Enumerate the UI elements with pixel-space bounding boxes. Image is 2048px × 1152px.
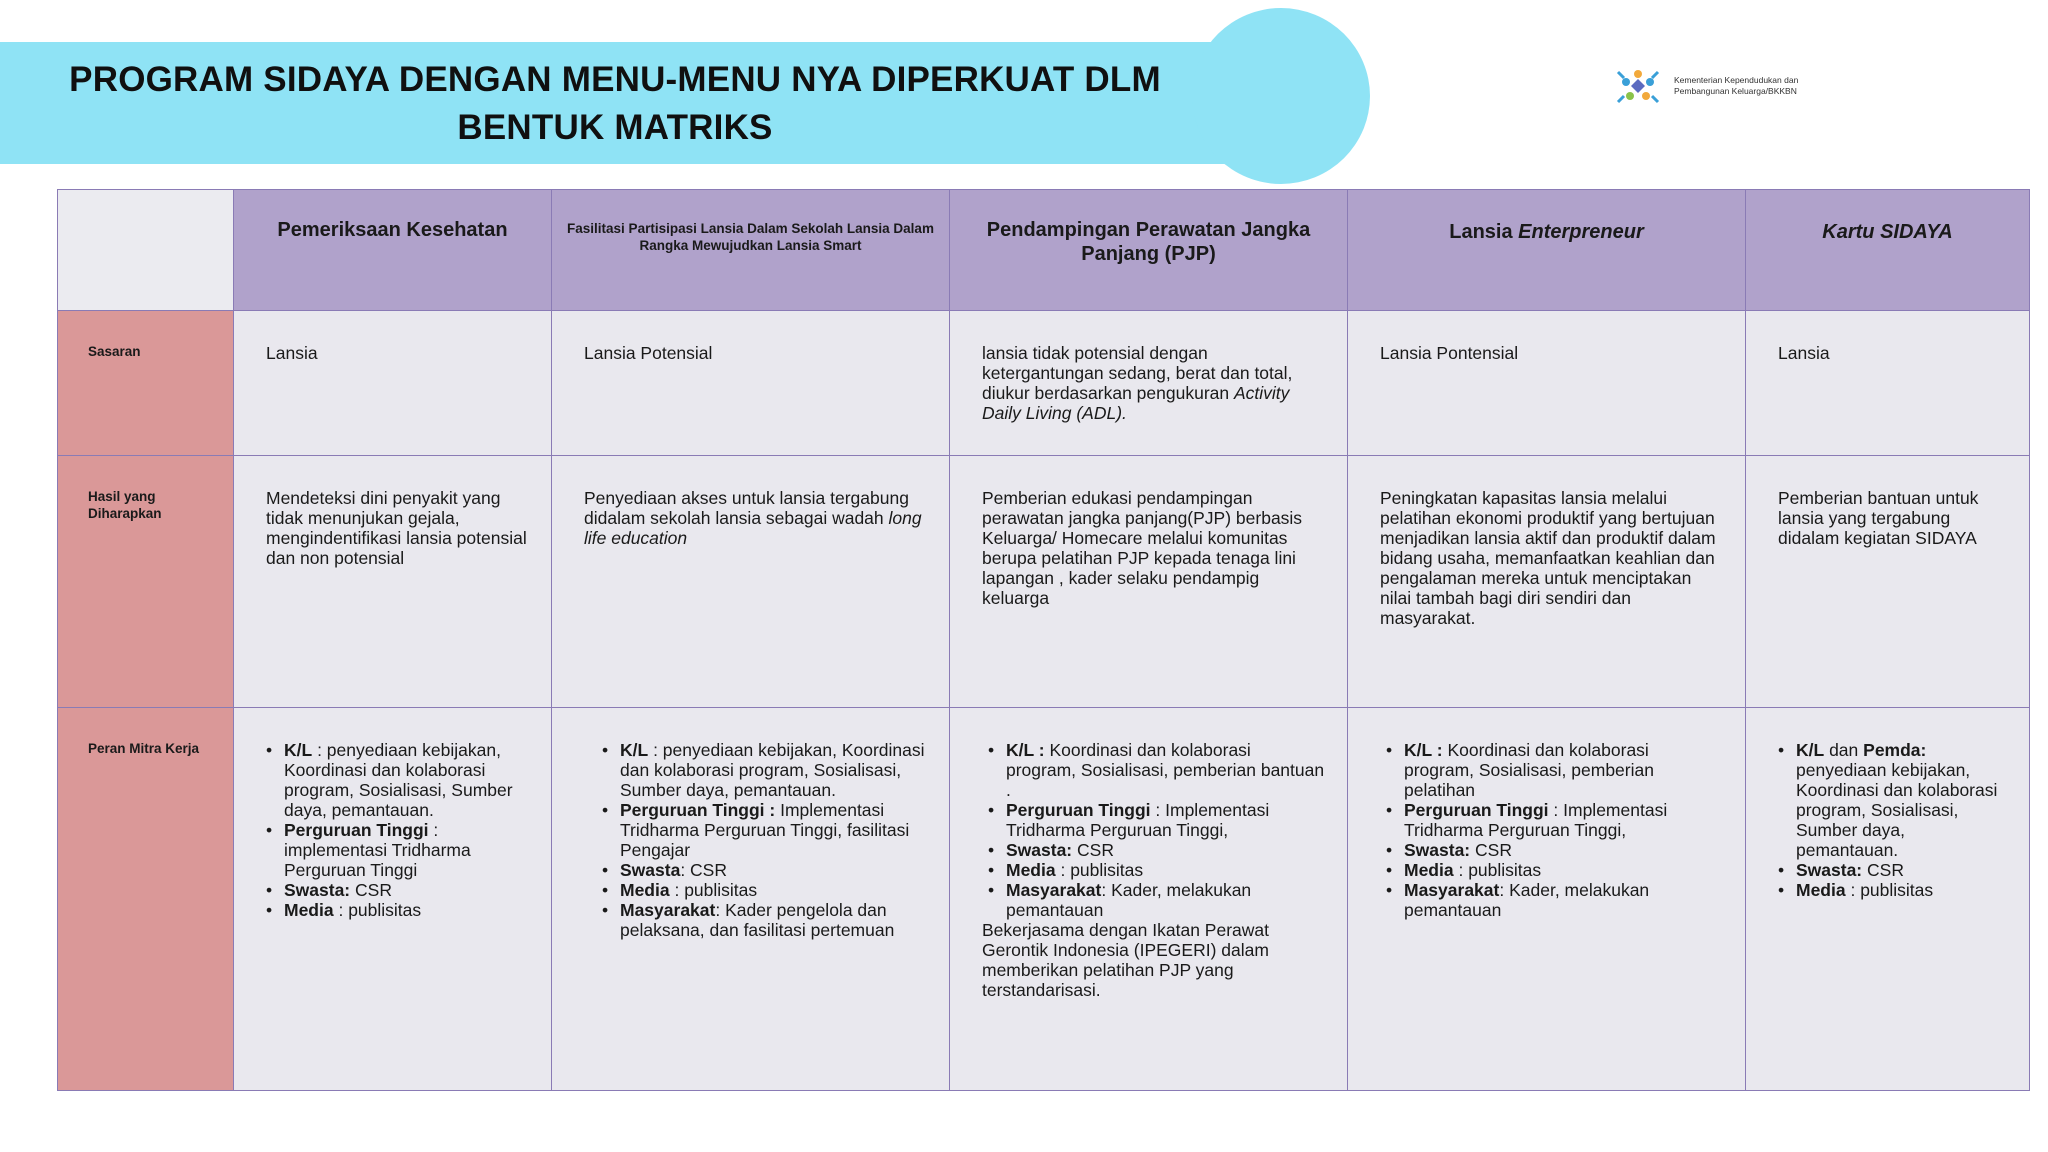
bullet-list — [1380, 740, 1723, 920]
column-header-emph: Enterpreneur — [1518, 221, 1644, 243]
list-item: • Media : publisitas — [1404, 860, 1723, 880]
row-header-peran-mitra — [58, 708, 234, 1091]
page-title — [60, 56, 1170, 152]
list-item: • Masyarakat: Kader, melakukan pemantauan — [1006, 880, 1325, 920]
row-peran-mitra — [58, 708, 2030, 1091]
cell — [552, 456, 950, 708]
bkkbn-logo — [1612, 64, 1832, 112]
logo-text-line-1: Kementerian Kependudukan dan — [1674, 75, 1799, 85]
title-banner-circle — [1192, 8, 1370, 184]
cell — [1348, 456, 1746, 708]
cell-text: Lansia — [1778, 343, 1830, 363]
cell — [950, 708, 1348, 1091]
column-header-text: Pemeriksaan Kesehatan — [277, 219, 508, 241]
column-header-text: Pendampingan Perawatan Jangka Panjang (PJP) — [986, 219, 1311, 265]
page-title-line-2: BENTUK MATRIKS — [457, 108, 773, 147]
cell-text: Bekerjasama dengan Ikatan Perawat Gerontik Indonesia (IPEGERI) dalam memberikan pelatihan PJP yang terstandarisasi. — [982, 920, 1269, 1000]
cell — [1746, 311, 2030, 456]
list-item: • Perguruan Tinggi : Implementasi Tridharma Perguruan Tinggi, — [1006, 800, 1325, 840]
program-matrix-table — [57, 189, 2030, 1091]
cell-text: Penyediaan akses untuk lansia tergabung didalam sekolah lansia sebagai wadah — [584, 488, 909, 528]
column-header-pemeriksaan — [234, 190, 552, 311]
cell-text: Lansia Pontensial — [1380, 343, 1519, 363]
bullet-list — [1778, 740, 2007, 900]
bullet-list — [602, 740, 927, 940]
cell-text: Peningkatan kapasitas lansia melalui pelatihan ekonomi produktif yang bertujuan menjadikan lansia aktif dan produktif dalam bidang usaha, memanfaatkan keahlian dan pengalaman mereka untuk menciptakan nilai tambah bagi diri sendiri dan masyarakat. — [1380, 488, 1716, 628]
list-item: • Swasta: CSR — [1006, 840, 1325, 860]
cell — [552, 708, 950, 1091]
list-item: • Media : publisitas — [284, 900, 529, 920]
cell-text: Lansia — [266, 343, 318, 363]
bullet-list — [266, 740, 529, 920]
cell — [950, 311, 1348, 456]
cell — [1746, 708, 2030, 1091]
cell — [1348, 311, 1746, 456]
list-item: • K/L : Koordinasi dan kolaborasi program, Sosialisasi, pemberian bantuan . — [1006, 740, 1325, 800]
cell-text: lansia tidak potensial dengan ketergantungan sedang, berat dan total, diukur berdasarkan pengukuran — [982, 343, 1293, 403]
cell-text: Pemberian bantuan untuk lansia yang tergabung didalam kegiatan SIDAYA — [1778, 488, 1979, 548]
column-header-text: Fasilitasi Partisipasi Lansia Dalam Sekolah Lansia Dalam Rangka Mewujudkan Lansia Smart — [567, 221, 934, 253]
row-header-label: Sasaran — [88, 344, 141, 359]
list-item: • Swasta: CSR — [1404, 840, 1723, 860]
cell-text: Mendeteksi dini penyakit yang tidak menunjukan gejala, mengindentifikasi lansia potensial dan non potensial — [266, 488, 527, 568]
list-item: • K/L : Koordinasi dan kolaborasi program, Sosialisasi, pemberian pelatihan — [1404, 740, 1723, 800]
list-item: • Media : publisitas — [620, 880, 927, 900]
cell-text-block — [552, 456, 949, 548]
cell-text: Pemberian edukasi pendampingan perawatan jangka panjang(PJP) berbasis Keluarga/ Homecare melalui komunitas berupa pelatihan PJP kepada tenaga lini lapangan , kader selaku pendampig keluarga — [982, 488, 1303, 608]
list-item: • K/L : penyediaan kebijakan, Koordinasi dan kolaborasi program, Sosialisasi, Sumber daya, pemantauan. — [620, 740, 927, 800]
cell-text-emph: long life education — [584, 508, 922, 548]
cell — [1348, 708, 1746, 1091]
cell-text-emph: Activity Daily Living (ADL). — [982, 383, 1290, 423]
list-item: • Media : publisitas — [1796, 880, 2007, 900]
list-item: • Perguruan Tinggi : implementasi Tridharma Perguruan Tinggi — [284, 820, 529, 880]
cell — [950, 456, 1348, 708]
corner-cell — [58, 190, 234, 311]
cell-text-block — [950, 311, 1347, 423]
row-sasaran — [58, 311, 2030, 456]
cell — [1746, 456, 2030, 708]
cell — [234, 708, 552, 1091]
bkkbn-logo-icon — [1612, 64, 1664, 108]
column-header-emph: Kartu SIDAYA — [1822, 221, 1953, 243]
row-header-label: Peran Mitra Kerja — [88, 741, 200, 756]
row-header-hasil — [58, 456, 234, 708]
cell — [552, 311, 950, 456]
list-item: • Perguruan Tinggi : Implementasi Tridharma Perguruan Tinggi, — [1404, 800, 1723, 840]
cell — [234, 311, 552, 456]
column-header-prefix: Lansia — [1449, 221, 1519, 243]
list-item: • K/L : penyediaan kebijakan, Koordinasi dan kolaborasi program, Sosialisasi, Sumber daya, pemantauan. — [284, 740, 529, 820]
row-header-label: Hasil yang Diharapkan — [88, 489, 162, 521]
column-header-kartu-sidaya — [1746, 190, 2030, 311]
bkkbn-logo-text — [1674, 75, 1798, 97]
row-hasil — [58, 456, 2030, 708]
list-item: • Perguruan Tinggi : Implementasi Tridharma Perguruan Tinggi, fasilitasi Pengajar — [620, 800, 927, 860]
header-row — [58, 190, 2030, 311]
page-title-line-1: PROGRAM SIDAYA DENGAN MENU-MENU NYA DIPERKUAT DLM — [69, 60, 1161, 99]
column-header-sekolah-lansia — [552, 190, 950, 311]
list-item: • Media : publisitas — [1006, 860, 1325, 880]
list-item: • Swasta: CSR — [284, 880, 529, 900]
row-header-sasaran — [58, 311, 234, 456]
list-item: • K/L dan Pemda: penyediaan kebijakan, Koordinasi dan kolaborasi program, Sosialisasi, Sumber daya, pemantauan. — [1796, 740, 2007, 860]
logo-text-line-2: Pembangunan Keluarga/BKKBN — [1674, 86, 1797, 96]
column-header-pjp — [950, 190, 1348, 311]
bullet-list — [982, 740, 1325, 920]
cell — [234, 456, 552, 708]
column-header-text — [1746, 190, 2029, 244]
cell-text: Lansia Potensial — [584, 343, 713, 363]
list-item: • Swasta: CSR — [620, 860, 927, 880]
list-item: • Masyarakat: Kader, melakukan pemantauan — [1404, 880, 1723, 920]
column-header-enterpreneur — [1348, 190, 1746, 311]
column-header-text — [1348, 190, 1745, 244]
list-item: • Swasta: CSR — [1796, 860, 2007, 880]
list-item: • Masyarakat: Kader pengelola dan pelaksana, dan fasilitasi pertemuan — [620, 900, 927, 940]
